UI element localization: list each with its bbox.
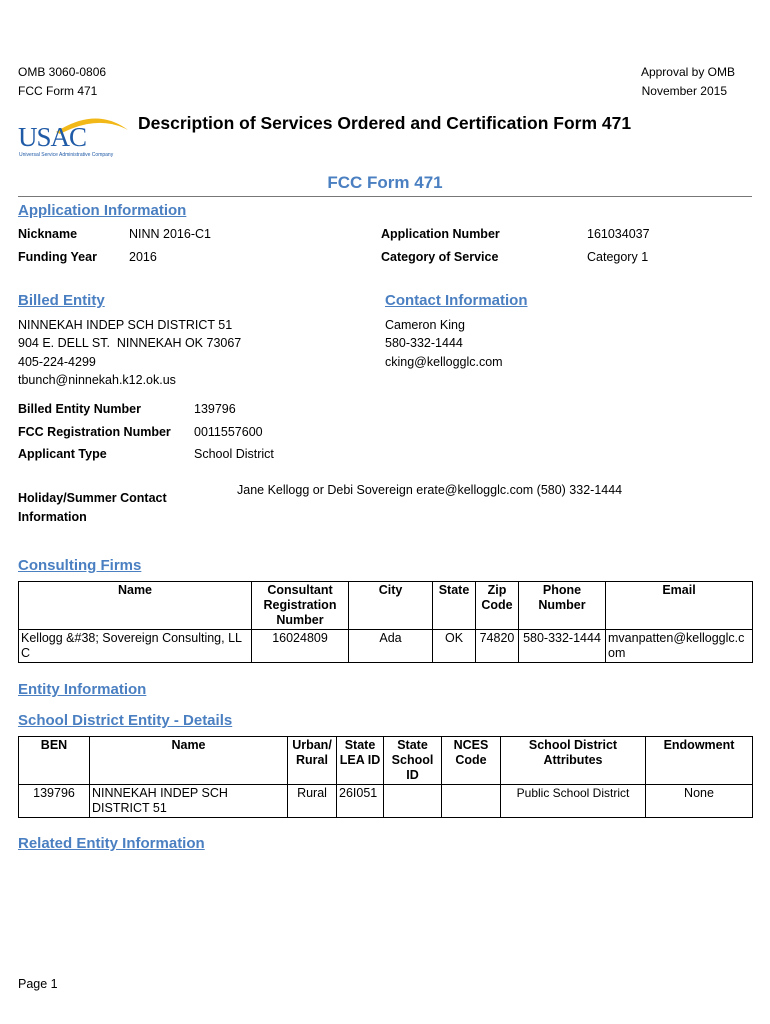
usac-logo bbox=[16, 112, 136, 162]
column-header: Consultant Registration Number bbox=[252, 582, 349, 630]
entity-urban-rural: Rural bbox=[288, 785, 337, 818]
entity-info-heading: Entity Information bbox=[18, 681, 147, 698]
approval-date: November 2015 bbox=[641, 84, 727, 98]
applicant-type-value: School District bbox=[194, 447, 274, 461]
application-info-heading: Application Information bbox=[18, 202, 187, 219]
logo-text: USAC bbox=[18, 122, 87, 152]
column-header: State LEA ID bbox=[337, 737, 384, 785]
category-label: Category of Service bbox=[381, 250, 499, 264]
funding-year-label: Funding Year bbox=[18, 250, 97, 264]
application-number-value: 161034037 bbox=[587, 227, 650, 241]
billed-entity-phone: 405-224-4299 bbox=[18, 355, 96, 369]
entity-endowment: None bbox=[646, 785, 753, 818]
related-entity-heading: Related Entity Information bbox=[18, 835, 205, 852]
contact-name: Cameron King bbox=[385, 318, 465, 332]
column-header: Email bbox=[606, 582, 753, 630]
column-header: City bbox=[349, 582, 433, 630]
ben-label: Billed Entity Number bbox=[18, 402, 141, 416]
consultant-name: Kellogg &#38; Sovereign Consulting, LLC bbox=[19, 630, 252, 663]
column-header: Name bbox=[90, 737, 288, 785]
consultant-zip: 74820 bbox=[476, 630, 519, 663]
contact-info-heading: Contact Information bbox=[385, 292, 528, 309]
application-number-label: Application Number bbox=[381, 227, 500, 241]
table-row bbox=[19, 630, 753, 663]
holiday-contact-label: Holiday/Summer Contact bbox=[18, 491, 167, 505]
applicant-type-label: Applicant Type bbox=[18, 447, 107, 461]
consultant-phone: 580-332-1444 bbox=[519, 630, 606, 663]
column-header: NCES Code bbox=[442, 737, 501, 785]
contact-phone: 580-332-1444 bbox=[385, 336, 463, 350]
nickname-value: NINN 2016-C1 bbox=[129, 227, 211, 241]
table-row bbox=[19, 785, 753, 818]
column-header: BEN bbox=[19, 737, 90, 785]
omb-approval: Approval by OMB bbox=[640, 65, 735, 79]
consultant-state: OK bbox=[433, 630, 476, 663]
column-header: Urban/ Rural bbox=[288, 737, 337, 785]
consulting-firms-table bbox=[18, 581, 753, 663]
consulting-firms-heading: Consulting Firms bbox=[18, 557, 142, 574]
school-district-table bbox=[18, 736, 753, 818]
funding-year-value: 2016 bbox=[129, 250, 157, 264]
column-header: State School ID bbox=[384, 737, 442, 785]
consultant-email: mvanpatten@kellogglc.com bbox=[606, 630, 753, 663]
logo-subtext: Universal Service Administrative Company bbox=[19, 152, 114, 158]
column-header: School District Attributes bbox=[501, 737, 646, 785]
column-header: State bbox=[433, 582, 476, 630]
consultant-reg-number: 16024809 bbox=[252, 630, 349, 663]
fcc-registration-value: 0011557600 bbox=[194, 425, 263, 439]
entity-ben: 139796 bbox=[19, 785, 90, 818]
table-header-row bbox=[19, 582, 753, 630]
entity-nces-code bbox=[442, 785, 501, 818]
column-header: Name bbox=[19, 582, 252, 630]
column-header: Zip Code bbox=[476, 582, 519, 630]
category-value: Category 1 bbox=[587, 250, 649, 264]
holiday-contact-value: Jane Kellogg or Debi Sovereign erate@kellogglc.com (580) 332-1444 bbox=[237, 483, 623, 497]
contact-email: cking@kellogglc.com bbox=[385, 355, 503, 369]
consultant-city: Ada bbox=[349, 630, 433, 663]
school-district-details-heading: School District Entity - Details bbox=[18, 712, 233, 729]
nickname-label: Nickname bbox=[18, 227, 78, 241]
billed-entity-address: 904 E. DELL ST. NINNEKAH OK 73067 bbox=[18, 336, 242, 350]
form-subtitle: FCC Form 471 bbox=[327, 173, 443, 192]
entity-state-lea-id: 26I051 bbox=[337, 785, 384, 818]
billed-entity-heading: Billed Entity bbox=[18, 292, 105, 309]
ben-value: 139796 bbox=[194, 402, 236, 416]
table-header-row bbox=[19, 737, 753, 785]
document-title: Description of Services Ordered and Certification Form 471 bbox=[138, 113, 632, 133]
holiday-contact-label-2: Information bbox=[18, 510, 87, 524]
omb-number: OMB 3060-0806 bbox=[18, 65, 107, 79]
header-divider bbox=[18, 196, 752, 197]
page-number: Page 1 bbox=[18, 977, 58, 991]
entity-name: NINNEKAH INDEP SCH DISTRICT 51 bbox=[90, 785, 288, 818]
entity-state-school-id bbox=[384, 785, 442, 818]
column-header: Phone Number bbox=[519, 582, 606, 630]
billed-entity-email: tbunch@ninnekah.k12.ok.us bbox=[18, 373, 176, 387]
form-name: FCC Form 471 bbox=[18, 84, 98, 98]
entity-attributes: Public School District bbox=[501, 785, 646, 818]
fcc-registration-label: FCC Registration Number bbox=[18, 425, 171, 439]
billed-entity-name: NINNEKAH INDEP SCH DISTRICT 51 bbox=[18, 318, 233, 332]
column-header: Endowment bbox=[646, 737, 753, 785]
